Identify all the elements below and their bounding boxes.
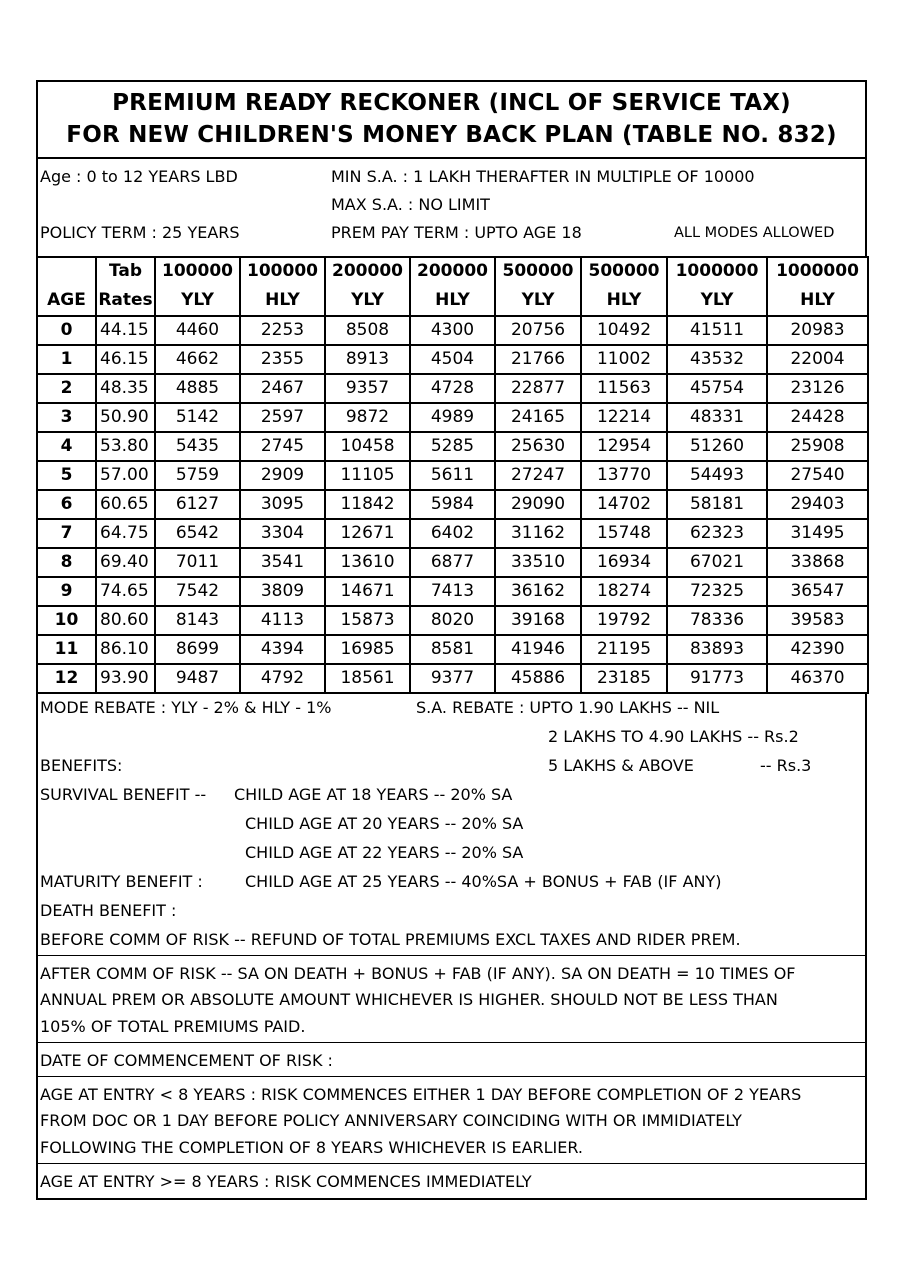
- premium-cell: 27247: [495, 461, 581, 490]
- premium-cell: 11842: [325, 490, 410, 519]
- age-cell: 1: [37, 345, 96, 374]
- premium-cell: 11002: [581, 345, 667, 374]
- table-row: [37, 403, 868, 432]
- sum-assured-header: 1000000: [667, 257, 767, 285]
- age-cell: 9: [37, 577, 96, 606]
- premium-cell: 16934: [581, 548, 667, 577]
- premium-cell: 83893: [667, 635, 767, 664]
- age-cell: 2: [37, 374, 96, 403]
- policy-term: POLICY TERM : 25 YEARS: [40, 223, 240, 242]
- reckoner-sheet: [36, 80, 867, 694]
- rates-header: Rates: [96, 285, 155, 316]
- max-sum-assured: MAX S.A. : NO LIMIT: [331, 195, 490, 214]
- tab-rate-cell: 64.75: [96, 519, 155, 548]
- premium-cell: 14702: [581, 490, 667, 519]
- tab-rate-cell: 46.15: [96, 345, 155, 374]
- premium-cell: 33510: [495, 548, 581, 577]
- premium-cell: 7011: [155, 548, 240, 577]
- premium-cell: 6542: [155, 519, 240, 548]
- age-cell: 8: [37, 548, 96, 577]
- premium-cell: 6127: [155, 490, 240, 519]
- premium-cell: 8699: [155, 635, 240, 664]
- mode-header: HLY: [767, 285, 868, 316]
- divider: [38, 1042, 865, 1043]
- after-comm-risk-line2: ANNUAL PREM OR ABSOLUTE AMOUNT WHICHEVER IS HIGHER. SHOULD NOT BE LESS THAN: [40, 990, 778, 1009]
- premium-cell: 9357: [325, 374, 410, 403]
- table-row: [37, 548, 868, 577]
- sum-assured-header: 200000: [410, 257, 495, 285]
- premium-cell: 8581: [410, 635, 495, 664]
- premium-cell: 15873: [325, 606, 410, 635]
- premium-cell: 10458: [325, 432, 410, 461]
- premium-cell: 3304: [240, 519, 325, 548]
- age-cell: 10: [37, 606, 96, 635]
- sa-rebate-2-lakhs: 2 LAKHS TO 4.90 LAKHS -- Rs.2: [548, 727, 799, 746]
- sum-assured-header-row: [37, 257, 868, 285]
- premium-cell: 9872: [325, 403, 410, 432]
- premium-cell: 19792: [581, 606, 667, 635]
- table-row: [37, 316, 868, 345]
- premium-cell: 5984: [410, 490, 495, 519]
- premium-cell: 3095: [240, 490, 325, 519]
- notes-box: [36, 692, 867, 1200]
- premium-cell: 24428: [767, 403, 868, 432]
- mode-header: YLY: [325, 285, 410, 316]
- premium-cell: 39583: [767, 606, 868, 635]
- table-row: [37, 490, 868, 519]
- sa-rebate-5-lakhs: 5 LAKHS & ABOVE: [548, 756, 694, 775]
- premium-cell: 91773: [667, 664, 767, 693]
- premium-cell: 36162: [495, 577, 581, 606]
- mode-header-row: [37, 285, 868, 316]
- premium-cell: 10492: [581, 316, 667, 345]
- sa-rebate-5-lakhs-value: -- Rs.3: [760, 756, 812, 775]
- premium-cell: 9377: [410, 664, 495, 693]
- mode-rebate: MODE REBATE : YLY - 2% & HLY - 1%: [40, 698, 332, 717]
- table-row: [37, 664, 868, 693]
- table-row: [37, 461, 868, 490]
- benefits-heading: BENEFITS:: [40, 756, 123, 775]
- tab-rate-cell: 57.00: [96, 461, 155, 490]
- sum-assured-header: 500000: [581, 257, 667, 285]
- premium-cell: 4885: [155, 374, 240, 403]
- mode-header: HLY: [240, 285, 325, 316]
- premium-cell: 6877: [410, 548, 495, 577]
- tab-rate-cell: 48.35: [96, 374, 155, 403]
- tab-rate-cell: 44.15: [96, 316, 155, 345]
- title-line-2: FOR NEW CHILDREN'S MONEY BACK PLAN (TABLE NO. 832): [66, 122, 837, 148]
- min-sum-assured: MIN S.A. : 1 LAKH THERAFTER IN MULTIPLE OF 10000: [331, 167, 755, 186]
- premium-cell: 8508: [325, 316, 410, 345]
- age-cell: 11: [37, 635, 96, 664]
- premium-cell: 4113: [240, 606, 325, 635]
- premium-cell: 4989: [410, 403, 495, 432]
- mode-header: YLY: [495, 285, 581, 316]
- premium-cell: 72325: [667, 577, 767, 606]
- tab-rate-cell: 93.90: [96, 664, 155, 693]
- premium-cell: 4394: [240, 635, 325, 664]
- premium-cell: 51260: [667, 432, 767, 461]
- table-row: [37, 577, 868, 606]
- table-row: [37, 635, 868, 664]
- premium-cell: 14671: [325, 577, 410, 606]
- premium-cell: 67021: [667, 548, 767, 577]
- divider: [38, 1076, 865, 1077]
- premium-cell: 5285: [410, 432, 495, 461]
- after-comm-risk-line3: 105% OF TOTAL PREMIUMS PAID.: [40, 1017, 306, 1036]
- death-benefit-heading: DEATH BENEFIT :: [40, 901, 177, 920]
- premium-cell: 31162: [495, 519, 581, 548]
- premium-cell: 4460: [155, 316, 240, 345]
- premium-cell: 8020: [410, 606, 495, 635]
- after-comm-risk-line1: AFTER COMM OF RISK -- SA ON DEATH + BONUS + FAB (IF ANY). SA ON DEATH = 10 TIMES OF: [40, 964, 796, 983]
- survival-benefit-18: CHILD AGE AT 18 YEARS -- 20% SA: [234, 785, 513, 804]
- table-row: [37, 519, 868, 548]
- premium-cell: 21195: [581, 635, 667, 664]
- mode-header: YLY: [667, 285, 767, 316]
- premium-cell: 2355: [240, 345, 325, 374]
- premium-cell: 43532: [667, 345, 767, 374]
- premium-cell: 6402: [410, 519, 495, 548]
- premium-cell: 20983: [767, 316, 868, 345]
- tab-rate-cell: 53.80: [96, 432, 155, 461]
- premium-cell: 3541: [240, 548, 325, 577]
- premium-cell: 4504: [410, 345, 495, 374]
- premium-cell: 25908: [767, 432, 868, 461]
- premium-cell: 5435: [155, 432, 240, 461]
- premium-cell: 15748: [581, 519, 667, 548]
- premium-cell: 39168: [495, 606, 581, 635]
- premium-cell: 5142: [155, 403, 240, 432]
- premium-cell: 29403: [767, 490, 868, 519]
- age-cell: 12: [37, 664, 96, 693]
- modes-allowed: ALL MODES ALLOWED: [674, 225, 835, 241]
- premium-cell: 29090: [495, 490, 581, 519]
- mode-header: YLY: [155, 285, 240, 316]
- tab-rate-cell: 60.65: [96, 490, 155, 519]
- premium-paying-term: PREM PAY TERM : UPTO AGE 18: [331, 223, 582, 242]
- premium-cell: 46370: [767, 664, 868, 693]
- premium-cell: 18274: [581, 577, 667, 606]
- entry-under-8-line1: AGE AT ENTRY < 8 YEARS : RISK COMMENCES EITHER 1 DAY BEFORE COMPLETION OF 2 YEARS: [40, 1085, 802, 1104]
- premium-table: [36, 256, 869, 694]
- divider: [38, 1163, 865, 1164]
- premium-cell: 23185: [581, 664, 667, 693]
- premium-cell: 20756: [495, 316, 581, 345]
- premium-cell: 7542: [155, 577, 240, 606]
- survival-benefit-20: CHILD AGE AT 20 YEARS -- 20% SA: [245, 814, 524, 833]
- survival-benefit-label: SURVIVAL BENEFIT --: [40, 785, 207, 804]
- title-line-1: PREMIUM READY RECKONER (INCL OF SERVICE TAX): [112, 90, 791, 116]
- premium-cell: 2909: [240, 461, 325, 490]
- premium-cell: 62323: [667, 519, 767, 548]
- tab-rate-cell: 74.65: [96, 577, 155, 606]
- premium-cell: 3809: [240, 577, 325, 606]
- premium-cell: 2597: [240, 403, 325, 432]
- before-comm-risk: BEFORE COMM OF RISK -- REFUND OF TOTAL PREMIUMS EXCL TAXES AND RIDER PREM.: [40, 930, 741, 949]
- table-row: [37, 432, 868, 461]
- sum-assured-header: 500000: [495, 257, 581, 285]
- premium-cell: 12954: [581, 432, 667, 461]
- premium-cell: 4792: [240, 664, 325, 693]
- premium-cell: 11563: [581, 374, 667, 403]
- premium-cell: 4300: [410, 316, 495, 345]
- premium-cell: 2253: [240, 316, 325, 345]
- age-cell: 7: [37, 519, 96, 548]
- premium-cell: 18561: [325, 664, 410, 693]
- premium-cell: 2467: [240, 374, 325, 403]
- premium-cell: 58181: [667, 490, 767, 519]
- age-cell: 3: [37, 403, 96, 432]
- title-box: [36, 80, 867, 157]
- divider: [38, 955, 865, 956]
- tab-rate-cell: 50.90: [96, 403, 155, 432]
- premium-cell: 45754: [667, 374, 767, 403]
- entry-under-8-line3: FOLLOWING THE COMPLETION OF 8 YEARS WHICHEVER IS EARLIER.: [40, 1138, 584, 1157]
- premium-cell: 78336: [667, 606, 767, 635]
- premium-cell: 9487: [155, 664, 240, 693]
- premium-cell: 4662: [155, 345, 240, 374]
- sum-assured-header: 1000000: [767, 257, 868, 285]
- age-cell: 0: [37, 316, 96, 345]
- premium-cell: 5611: [410, 461, 495, 490]
- premium-cell: 12214: [581, 403, 667, 432]
- premium-cell: 21766: [495, 345, 581, 374]
- age-range: Age : 0 to 12 YEARS LBD: [40, 167, 238, 186]
- tab-rate-cell: 80.60: [96, 606, 155, 635]
- premium-cell: 23126: [767, 374, 868, 403]
- table-row: [37, 606, 868, 635]
- premium-cell: 7413: [410, 577, 495, 606]
- tab-rate-cell: 69.40: [96, 548, 155, 577]
- mode-header: HLY: [581, 285, 667, 316]
- survival-benefit-22: CHILD AGE AT 22 YEARS -- 20% SA: [245, 843, 524, 862]
- age-header-top: [37, 257, 96, 285]
- tab-header: Tab: [96, 257, 155, 285]
- maturity-benefit-text: CHILD AGE AT 25 YEARS -- 40%SA + BONUS + FAB (IF ANY): [245, 872, 722, 891]
- premium-cell: 41946: [495, 635, 581, 664]
- premium-cell: 24165: [495, 403, 581, 432]
- plan-info-box: [36, 157, 867, 256]
- entry-under-8-line2: FROM DOC OR 1 DAY BEFORE POLICY ANNIVERSARY COINCIDING WITH OR IMMIDIATELY: [40, 1111, 742, 1130]
- sum-assured-header: 100000: [155, 257, 240, 285]
- premium-cell: 45886: [495, 664, 581, 693]
- premium-cell: 41511: [667, 316, 767, 345]
- premium-cell: 33868: [767, 548, 868, 577]
- premium-cell: 22877: [495, 374, 581, 403]
- premium-cell: 22004: [767, 345, 868, 374]
- maturity-benefit-label: MATURITY BENEFIT :: [40, 872, 203, 891]
- age-cell: 6: [37, 490, 96, 519]
- premium-cell: 25630: [495, 432, 581, 461]
- sum-assured-header: 100000: [240, 257, 325, 285]
- premium-cell: 27540: [767, 461, 868, 490]
- premium-cell: 4728: [410, 374, 495, 403]
- premium-cell: 11105: [325, 461, 410, 490]
- age-cell: 5: [37, 461, 96, 490]
- date-commencement-risk: DATE OF COMMENCEMENT OF RISK :: [40, 1051, 333, 1070]
- premium-cell: 13770: [581, 461, 667, 490]
- premium-cell: 54493: [667, 461, 767, 490]
- premium-cell: 16985: [325, 635, 410, 664]
- premium-cell: 8143: [155, 606, 240, 635]
- age-cell: 4: [37, 432, 96, 461]
- sum-assured-header: 200000: [325, 257, 410, 285]
- premium-cell: 48331: [667, 403, 767, 432]
- premium-cell: 42390: [767, 635, 868, 664]
- premium-cell: 13610: [325, 548, 410, 577]
- table-row: [37, 345, 868, 374]
- tab-rate-cell: 86.10: [96, 635, 155, 664]
- entry-8-and-above: AGE AT ENTRY >= 8 YEARS : RISK COMMENCES IMMEDIATELY: [40, 1172, 532, 1191]
- age-header: AGE: [37, 285, 96, 316]
- premium-cell: 2745: [240, 432, 325, 461]
- premium-cell: 8913: [325, 345, 410, 374]
- mode-header: HLY: [410, 285, 495, 316]
- premium-cell: 12671: [325, 519, 410, 548]
- premium-cell: 5759: [155, 461, 240, 490]
- premium-cell: 36547: [767, 577, 868, 606]
- table-row: [37, 374, 868, 403]
- sa-rebate-upto: S.A. REBATE : UPTO 1.90 LAKHS -- NIL: [416, 698, 720, 717]
- premium-cell: 31495: [767, 519, 868, 548]
